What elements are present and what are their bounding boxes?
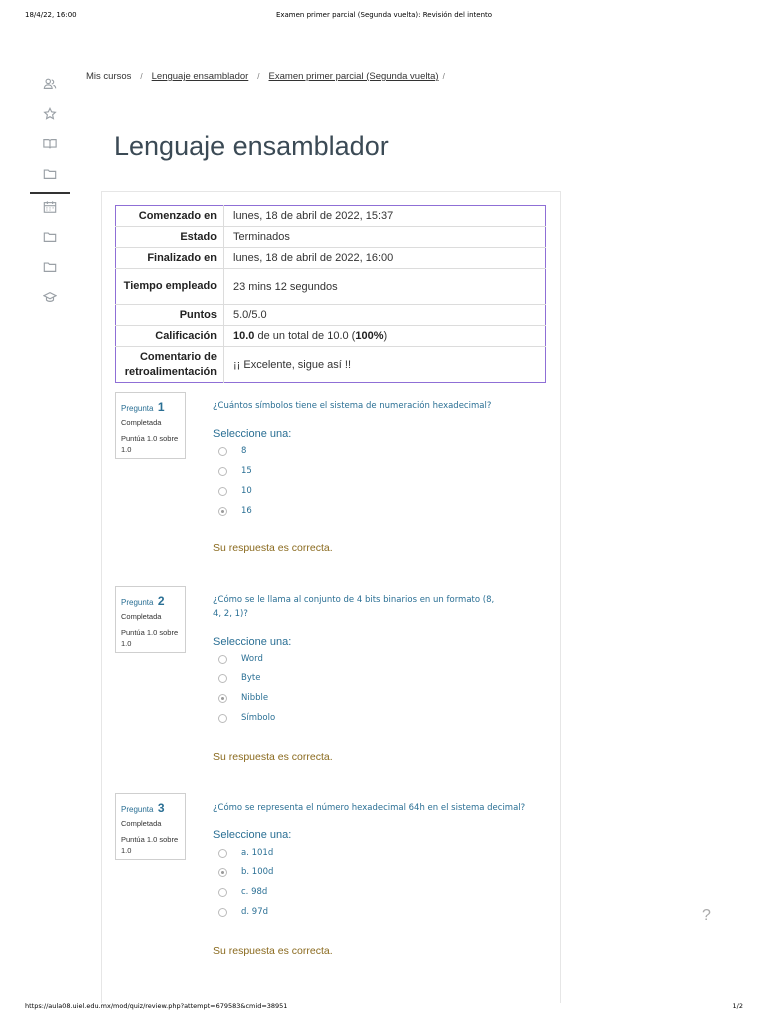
- question-info-1: [115, 392, 186, 459]
- summary-value: 5.0/5.0: [224, 305, 546, 326]
- answer-label: 8: [241, 446, 247, 456]
- answer-label: 16: [241, 506, 252, 516]
- print-title: Examen primer parcial (Segunda vuelta): Revisión del intento: [275, 11, 493, 19]
- summary-row-state: [116, 227, 546, 248]
- question-label: Pregunta: [121, 404, 154, 413]
- radio-button[interactable]: [218, 655, 227, 664]
- question-grade: Puntúa 1.0 sobre 1.0: [121, 835, 179, 855]
- question-info-2: [115, 586, 186, 653]
- answer-option[interactable]: [218, 846, 273, 860]
- breadcrumb-course[interactable]: Lenguaje ensamblador: [151, 71, 249, 82]
- question-number: 1: [157, 400, 165, 414]
- answer-option[interactable]: [218, 464, 252, 478]
- summary-label: Finalizado en: [116, 248, 224, 269]
- book-icon[interactable]: [28, 132, 72, 156]
- answer-option-selected[interactable]: [218, 504, 252, 518]
- breadcrumb-quiz[interactable]: Examen primer parcial (Segunda vuelta): [268, 71, 439, 82]
- answer-label: 15: [241, 466, 252, 476]
- question-prompt-1: Seleccione una:: [213, 428, 292, 440]
- question-number: 3: [157, 801, 165, 815]
- folder-icon[interactable]: [28, 225, 72, 249]
- calendar-icon[interactable]: [28, 195, 72, 219]
- radio-button[interactable]: [218, 908, 227, 917]
- answer-option[interactable]: [218, 484, 252, 498]
- summary-label: Comentario de retroalimentación: [116, 347, 224, 383]
- answer-label: a. 101d: [241, 848, 274, 858]
- grade-score: 10.0: [233, 330, 255, 342]
- summary-row-points: [116, 305, 546, 326]
- radio-button-checked[interactable]: [218, 694, 227, 703]
- graduation-cap-icon[interactable]: [28, 285, 72, 309]
- question-text-3: ¿Cómo se representa el número hexadecimal 64h en el sistema decimal?: [213, 803, 526, 813]
- answer-option[interactable]: [218, 905, 268, 919]
- breadcrumb: [86, 71, 454, 82]
- grade-total: de un total de 10.0 (: [257, 330, 356, 342]
- attempt-summary-table: [115, 205, 546, 383]
- help-icon[interactable]: ?: [702, 907, 711, 924]
- summary-label: Tiempo empleado: [116, 269, 224, 305]
- summary-row-time: [116, 269, 546, 305]
- answer-option[interactable]: [218, 652, 263, 666]
- question-grade: Puntúa 1.0 sobre 1.0: [121, 628, 179, 648]
- summary-row-finished: [116, 248, 546, 269]
- summary-label: Comenzado en: [116, 206, 224, 227]
- answer-label: d. 97d: [241, 907, 269, 917]
- breadcrumb-separator: /: [140, 72, 143, 81]
- breadcrumb-my-courses[interactable]: Mis cursos: [86, 71, 132, 82]
- print-footer: [0, 1002, 768, 1014]
- participants-icon[interactable]: [28, 72, 72, 96]
- answer-label: Símbolo: [241, 713, 276, 723]
- answer-option[interactable]: [218, 885, 267, 899]
- summary-label: Calificación: [116, 326, 224, 347]
- answer-label: 10: [241, 486, 252, 496]
- star-icon[interactable]: [28, 102, 72, 126]
- summary-value: [224, 326, 546, 347]
- summary-value: Terminados: [224, 227, 546, 248]
- answer-option[interactable]: [218, 671, 260, 685]
- summary-row-grade: [116, 326, 546, 347]
- answer-label: Word: [241, 654, 263, 664]
- question-state: Completada: [121, 819, 162, 828]
- grade-percent: 100%: [355, 330, 384, 342]
- question-info-3: [115, 793, 186, 860]
- summary-value: lunes, 18 de abril de 2022, 16:00: [224, 248, 546, 269]
- question-number: 2: [157, 594, 165, 608]
- summary-label: Estado: [116, 227, 224, 248]
- radio-button[interactable]: [218, 447, 227, 456]
- radio-button[interactable]: [218, 674, 227, 683]
- question-label: Pregunta: [121, 598, 154, 607]
- answer-option[interactable]: [218, 444, 246, 458]
- question-feedback-1: Su respuesta es correcta.: [213, 542, 333, 554]
- summary-row-started: [116, 206, 546, 227]
- answer-option-selected[interactable]: [218, 691, 268, 705]
- question-feedback-3: Su respuesta es correcta.: [213, 945, 333, 957]
- breadcrumb-separator: /: [442, 72, 445, 81]
- summary-value: 23 mins 12 segundos: [224, 269, 546, 305]
- answer-option[interactable]: [218, 711, 275, 725]
- print-url: https://aula08.uiel.edu.mx/mod/quiz/review.php?attempt=679583&cmid=38951: [25, 1002, 288, 1010]
- radio-button[interactable]: [218, 487, 227, 496]
- radio-button[interactable]: [218, 467, 227, 476]
- active-indicator: [30, 192, 70, 194]
- question-feedback-2: Su respuesta es correcta.: [213, 751, 333, 763]
- print-page-number: 1/2: [732, 1002, 743, 1010]
- question-text-1: ¿Cuántos símbolos tiene el sistema de numeración hexadecimal?: [213, 401, 492, 411]
- radio-button[interactable]: [218, 888, 227, 897]
- radio-button[interactable]: [218, 849, 227, 858]
- summary-label: Puntos: [116, 305, 224, 326]
- folder-icon[interactable]: [28, 162, 72, 186]
- question-prompt-2: Seleccione una:: [213, 636, 292, 648]
- print-header: [0, 11, 768, 23]
- radio-button[interactable]: [218, 714, 227, 723]
- radio-button-checked[interactable]: [218, 507, 227, 516]
- answer-label: b. 100d: [241, 867, 274, 877]
- answer-option-selected[interactable]: [218, 865, 273, 879]
- answer-label: Byte: [241, 673, 261, 683]
- question-label: Pregunta: [121, 805, 154, 814]
- question-state: Completada: [121, 418, 162, 427]
- page-title: Lenguaje ensamblador: [114, 131, 389, 161]
- question-prompt-3: Seleccione una:: [213, 829, 292, 841]
- question-grade: Puntúa 1.0 sobre 1.0: [121, 434, 179, 454]
- summary-value: ¡¡ Excelente, sigue así !!: [224, 347, 546, 383]
- folder-icon[interactable]: [28, 255, 72, 279]
- summary-value: lunes, 18 de abril de 2022, 15:37: [233, 210, 394, 222]
- breadcrumb-separator: /: [257, 72, 260, 81]
- answer-label: Nibble: [241, 693, 269, 703]
- answer-label: c. 98d: [241, 887, 268, 897]
- radio-button-checked[interactable]: [218, 868, 227, 877]
- question-text-2: ¿Cómo se le llama al conjunto de 4 bits binarios en un formato (8, 4, 2, 1)?: [213, 595, 495, 619]
- summary-row-feedback: [116, 347, 546, 383]
- grade-close: ): [383, 330, 388, 342]
- print-date: 18/4/22, 16:00: [25, 11, 77, 19]
- question-state: Completada: [121, 612, 162, 621]
